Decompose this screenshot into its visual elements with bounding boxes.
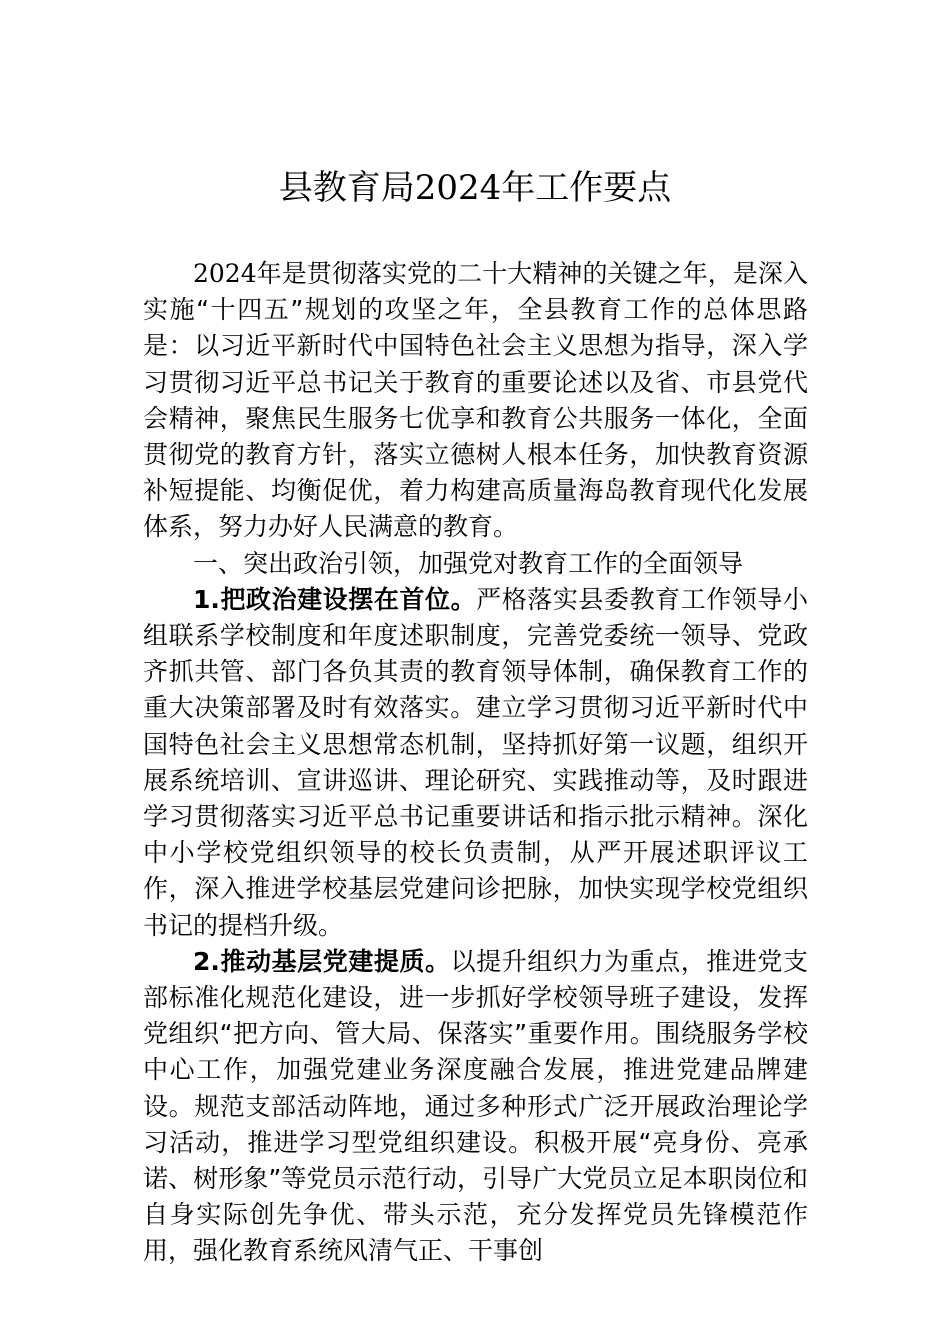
document-body [143, 256, 808, 1270]
intro-year: 2024 [193, 259, 257, 288]
intro-text: 年是贯彻落实党的二十大精神的关键之年，是深入实施“十四五”规划的攻坚之年，全县教育工作的总体思路是：以习近平新时代中国特色社会主义思想为指导，深入学习贯彻习近平总书记关于教育的重要论述以及省、市县党代会精神，聚焦民生服务七优享和教育公共服务一体化，全面贯彻党的教育方针，落实立德树人根本任务，加快教育资源补短提能、均衡促优，着力构建高质量海岛教育现代化发展体系，努力办好人民满意的教育。 [143, 259, 808, 542]
document-title: 县教育局2024年工作要点 [278, 168, 672, 208]
item-2-paragraph [143, 944, 808, 1270]
item-2-lead: 2.推动基层党建提质。 [193, 946, 451, 976]
section-one-heading: 一、突出政治引领，加强党对教育工作的全面领导 [193, 548, 744, 578]
item-1-paragraph [143, 582, 808, 944]
intro-paragraph [143, 256, 808, 546]
item-1-lead: 1.把政治建设摆在首位。 [193, 584, 477, 614]
item-1-text: 严格落实县委教育工作领导小组联系学校制度和年度述职制度，完善党委统一领导、党政齐抓共管、部门各负其责的教育领导体制，确保教育工作的重大决策部署及时有效落实。建立学习贯彻习近平新时代中国特色社会主义思想常态机制，坚持抓好第一议题，组织开展系统培训、宣讲巡讲、理论研究、实践推动等，及时跟进学习贯彻落实习近平总书记重要讲话和指示批示精神。深化中小学校党组织领导的校长负责制，从严开展述职评议工作，深入推进学校基层党建问诊把脉，加快实现学校党组织书记的提档升级。 [143, 584, 808, 940]
item-2-text: 以提升组织力为重点，推进党支部标准化规范化建设，进一步抓好学校领导班子建设，发挥党组织“把方向、管大局、保落实”重要作用。围绕服务学校中心工作，加强党建业务深度融合发展，推进党建品牌建设。规范支部活动阵地，通过多种形式广泛开展政治理论学习活动，推进学习型党组织建设。积极开展“亮身份、亮承诺、树形象”等党员示范行动，引导广大党员立足本职岗位和自身实际创先争优、带头示范，充分发挥党员先锋模范作用，强化教育系统风清气正、干事创 [143, 946, 808, 1266]
